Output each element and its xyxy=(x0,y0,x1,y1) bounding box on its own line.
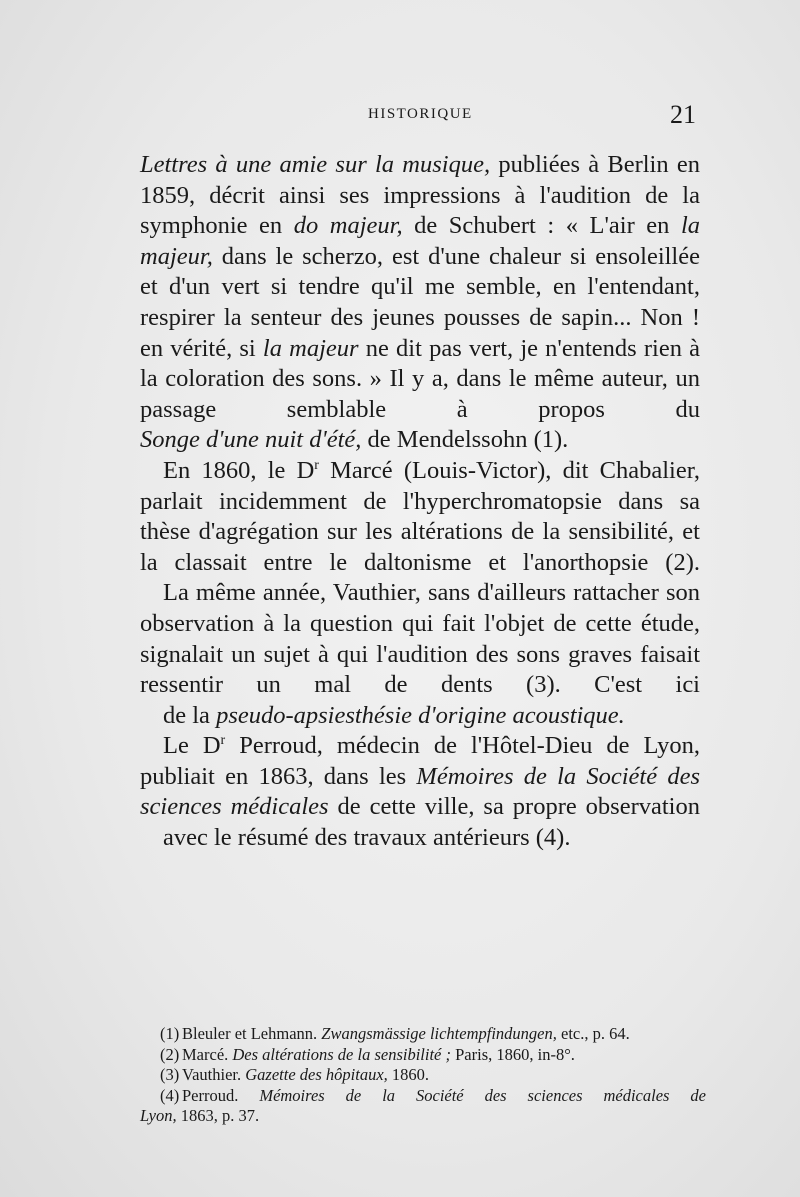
footnote-italic: Mémoires de la Société des sciences médicales de xyxy=(259,1085,706,1105)
p3-italic-c: pseudo-apsiesthésie d'origine acoustique. xyxy=(216,701,625,729)
p1-text-h: ne dit pas vert, je n'entends rien à la coloration des sons. » Il y a, dans le même auteur, un passage semblable à propos du xyxy=(140,334,701,423)
body-text xyxy=(140,150,700,854)
footnotes xyxy=(140,1024,706,1127)
p3-text-a: La même année, Vauthier, sans d'ailleurs rattacher son observation à la question qui fait l'objet de cette étude, signalait un sujet à qui l'audition des sons graves faisait ressentir un mal de dents (3). C'est ici xyxy=(140,579,700,699)
p1-text-j: de Mendelssohn (1). xyxy=(361,426,569,454)
p4-text-d: de cette ville, sa propre observation xyxy=(328,793,700,821)
page-number: 21 xyxy=(670,100,696,129)
p3-last-line xyxy=(140,701,700,732)
paragraph-4 xyxy=(140,731,700,853)
p2-text-b: Marcé (Louis-Victor), dit Chabalier, parlait incidemment de l'hyperchromatopsie dans sa thèse d'agrégation sur les altérations de la sensibilité, et la classait entre le daltonisme et l'anorthopsie (2). xyxy=(140,456,700,576)
running-head-title: HISTORIQUE xyxy=(368,106,473,122)
p1-italic-i: Songe d'une nuit d'été, xyxy=(140,426,362,454)
p4-sup: r xyxy=(220,733,226,749)
footnote-tail: 1860. xyxy=(387,1065,430,1084)
paragraph-1 xyxy=(140,150,700,456)
p1-text-d: de Schubert : « L'air en xyxy=(402,212,681,240)
p1-last-line xyxy=(140,425,700,456)
footnote-tail: etc., p. 64. xyxy=(556,1024,630,1043)
p4-italic-c: Mémoires de la Société des sciences médicales xyxy=(140,762,700,821)
footnote-number: (1) xyxy=(160,1024,180,1043)
footnote xyxy=(140,1086,706,1107)
footnote-text: Perroud. xyxy=(182,1085,260,1105)
p1-text-f: dans le scherzo, est d'une chaleur si ensoleillée et d'un vert si tendre qu'il me semble, en l'entendant, respirer la senteur des jeunes pousses de sapin... Non ! en vérité, si xyxy=(140,242,700,362)
p2-text-a: En 1860, le D xyxy=(163,456,315,484)
footnote-tail: 1863, p. 37. xyxy=(176,1106,260,1125)
p4-text-b: Perroud, médecin de l'Hôtel-Dieu de Lyon, publiait en 1863, dans les xyxy=(140,732,700,790)
footnote-number: (3) xyxy=(160,1065,180,1084)
p1-italic-c: do majeur, xyxy=(293,212,403,240)
footnote-italic: Lyon, xyxy=(140,1106,177,1125)
footnote-number: (4) xyxy=(160,1085,180,1105)
running-head xyxy=(140,100,700,134)
footnote-number: (2) xyxy=(160,1044,180,1064)
footnote-italic: Gazette des hôpitaux, xyxy=(245,1065,388,1084)
p3-text-b: de la xyxy=(163,701,217,729)
p4-last-line: avec le résumé des travaux antérieurs (4). xyxy=(163,824,571,852)
book-title-italic: Lettres à une amie sur la musique, xyxy=(140,151,491,178)
p4-text-a: Le D xyxy=(163,732,221,760)
footnote-text: Marcé. xyxy=(182,1044,233,1064)
footnote-continuation xyxy=(140,1106,706,1127)
p1-italic-e: la majeur, xyxy=(140,212,700,270)
footnote-italic: Des altérations de la sensibilité ; xyxy=(232,1044,451,1064)
paragraph-2 xyxy=(140,456,700,578)
footnote xyxy=(140,1024,706,1045)
p2-sup: r xyxy=(314,457,319,473)
footnote xyxy=(140,1065,706,1086)
footnote-text: Vauthier. xyxy=(182,1065,246,1084)
p1-italic-g: la majeur xyxy=(262,334,359,362)
footnote-tail: Paris, 1860, in-8°. xyxy=(451,1044,575,1064)
footnote-italic: Zwangsmässige lichtempfindungen, xyxy=(321,1024,557,1043)
footnote-text: Bleuler et Lehmann. xyxy=(182,1024,322,1043)
paragraph-3 xyxy=(140,578,700,731)
p1-text-b: publiées à Berlin en 1859, décrit ainsi ses impressions à l'audition de la symphonie en xyxy=(140,151,700,240)
footnote xyxy=(140,1045,706,1066)
